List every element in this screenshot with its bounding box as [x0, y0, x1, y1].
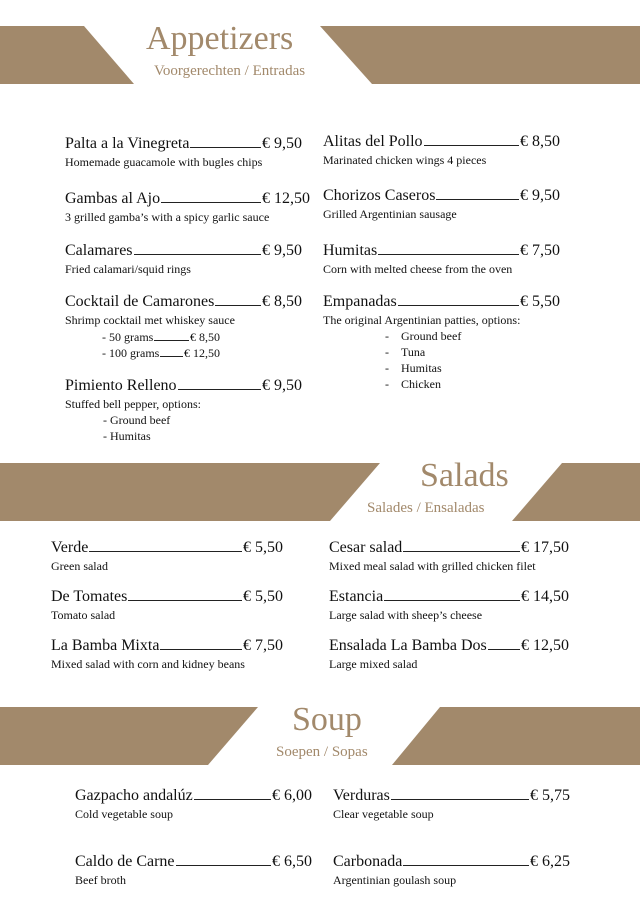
- menu-item: [65, 376, 302, 444]
- item-price: € 7,50: [520, 242, 560, 259]
- menu-item: [51, 636, 283, 672]
- menu-item: [329, 636, 569, 672]
- item-price: € 8,50: [262, 293, 302, 310]
- item-name: Carbonada: [333, 853, 403, 870]
- item-description: Grilled Argentinian sausage: [323, 207, 457, 221]
- menu-item: [65, 189, 310, 225]
- menu-item: [65, 134, 302, 170]
- option-item: - Ground beef: [385, 329, 462, 343]
- item-price: € 12,50: [521, 637, 569, 654]
- item-name: Chorizos Caseros: [323, 187, 436, 204]
- item-name: Gambas al Ajo: [65, 190, 161, 207]
- menu-item: [323, 186, 560, 222]
- item-name: Gazpacho andalúz: [75, 787, 193, 804]
- option-label: - 100 grams: [102, 346, 160, 360]
- option-row: [102, 329, 220, 345]
- item-name: Pimiento Relleno: [65, 377, 177, 394]
- item-name: Verde: [51, 539, 89, 556]
- menu-item: [65, 241, 302, 277]
- item-description: Shrimp cocktail met whiskey sauce: [65, 313, 235, 327]
- menu-item: [65, 292, 302, 361]
- salads-title: Salads: [420, 457, 509, 494]
- item-name: Empanadas: [323, 293, 397, 310]
- item-description: Large salad with sheep’s cheese: [329, 608, 483, 622]
- item-price: € 5,75: [530, 787, 570, 804]
- item-description: Tomato salad: [51, 608, 116, 622]
- item-price: € 5,50: [520, 293, 560, 310]
- option-item: - Ground beef: [103, 413, 171, 427]
- item-price: € 6,25: [530, 853, 570, 870]
- item-name: Alitas del Pollo: [323, 133, 423, 150]
- menu-item: [51, 538, 283, 574]
- item-price: € 6,50: [272, 853, 312, 870]
- appetizers-subtitle: Voorgerechten / Entradas: [154, 63, 306, 79]
- item-name: Cesar salad: [329, 539, 403, 556]
- option-price: € 8,50: [190, 330, 220, 344]
- soup-subtitle: Soepen / Sopas: [276, 744, 368, 760]
- item-name: De Tomates: [51, 588, 128, 605]
- item-description: Cold vegetable soup: [75, 807, 173, 821]
- menu-item: [333, 852, 570, 888]
- option-item: - Humitas: [103, 429, 151, 443]
- salads-subtitle: Salades / Ensaladas: [367, 500, 485, 516]
- item-description: Homemade guacamole with bugles chips: [65, 155, 263, 169]
- item-price: € 6,00: [272, 787, 312, 804]
- item-name: Estancia: [329, 588, 384, 605]
- option-label: - 50 grams: [102, 330, 154, 344]
- option-item: - Tuna: [385, 345, 426, 359]
- menu-item: [329, 538, 569, 574]
- item-price: € 17,50: [521, 539, 569, 556]
- item-description: The original Argentinian patties, options:: [323, 313, 521, 327]
- item-name: Verduras: [333, 787, 390, 804]
- item-price: € 9,50: [262, 242, 302, 259]
- option-item: - Chicken: [385, 377, 441, 391]
- menu-item: [75, 852, 312, 888]
- item-price: € 8,50: [520, 133, 560, 150]
- menu-item: [329, 587, 569, 623]
- item-description: Large mixed salad: [329, 657, 418, 671]
- item-price: € 9,50: [520, 187, 560, 204]
- item-name: La Bamba Mixta: [51, 637, 160, 654]
- item-description: Clear vegetable soup: [333, 807, 434, 821]
- option-row: [102, 345, 220, 361]
- menu-item: [323, 292, 560, 392]
- salads-band: [0, 463, 640, 521]
- appetizers-band-shape: [0, 26, 640, 84]
- menu-item: [323, 132, 560, 168]
- item-price: € 9,50: [262, 377, 302, 394]
- salads-band-shape: [0, 463, 640, 521]
- item-description: Marinated chicken wings 4 pieces: [323, 153, 487, 167]
- item-description: Corn with melted cheese from the oven: [323, 262, 513, 276]
- item-description: Mixed meal salad with grilled chicken filet: [329, 559, 536, 573]
- item-price: € 7,50: [243, 637, 283, 654]
- item-name: Humitas: [323, 242, 378, 259]
- appetizers-band: [0, 26, 640, 84]
- menu-item: [51, 587, 283, 623]
- item-description: Green salad: [51, 559, 108, 573]
- item-description: 3 grilled gamba’s with a spicy garlic sauce: [65, 210, 270, 224]
- menu-item: [75, 786, 312, 822]
- item-name: Palta a la Vinegreta: [65, 135, 190, 152]
- option-item: - Humitas: [385, 361, 442, 375]
- item-description: Mixed salad with corn and kidney beans: [51, 657, 245, 671]
- appetizers-title: Appetizers: [146, 20, 294, 57]
- item-price: € 5,50: [243, 588, 283, 605]
- menu-item: [333, 786, 570, 822]
- item-price: € 5,50: [243, 539, 283, 556]
- item-price: € 14,50: [521, 588, 569, 605]
- option-price: € 12,50: [184, 346, 220, 360]
- item-description: Fried calamari/squid rings: [65, 262, 191, 276]
- item-price: € 12,50: [262, 190, 310, 207]
- item-description: Stuffed bell pepper, options:: [65, 397, 201, 411]
- item-name: Caldo de Carne: [75, 853, 175, 870]
- item-price: € 9,50: [262, 135, 302, 152]
- item-name: Ensalada La Bamba Dos: [329, 637, 487, 654]
- menu-item: [323, 241, 560, 277]
- options-list: [385, 328, 560, 392]
- item-name: Calamares: [65, 242, 133, 259]
- item-name: Cocktail de Camarones: [65, 293, 215, 310]
- soup-title: Soup: [292, 701, 362, 738]
- item-description: Argentinian goulash soup: [333, 873, 457, 887]
- item-description: Beef broth: [75, 873, 126, 887]
